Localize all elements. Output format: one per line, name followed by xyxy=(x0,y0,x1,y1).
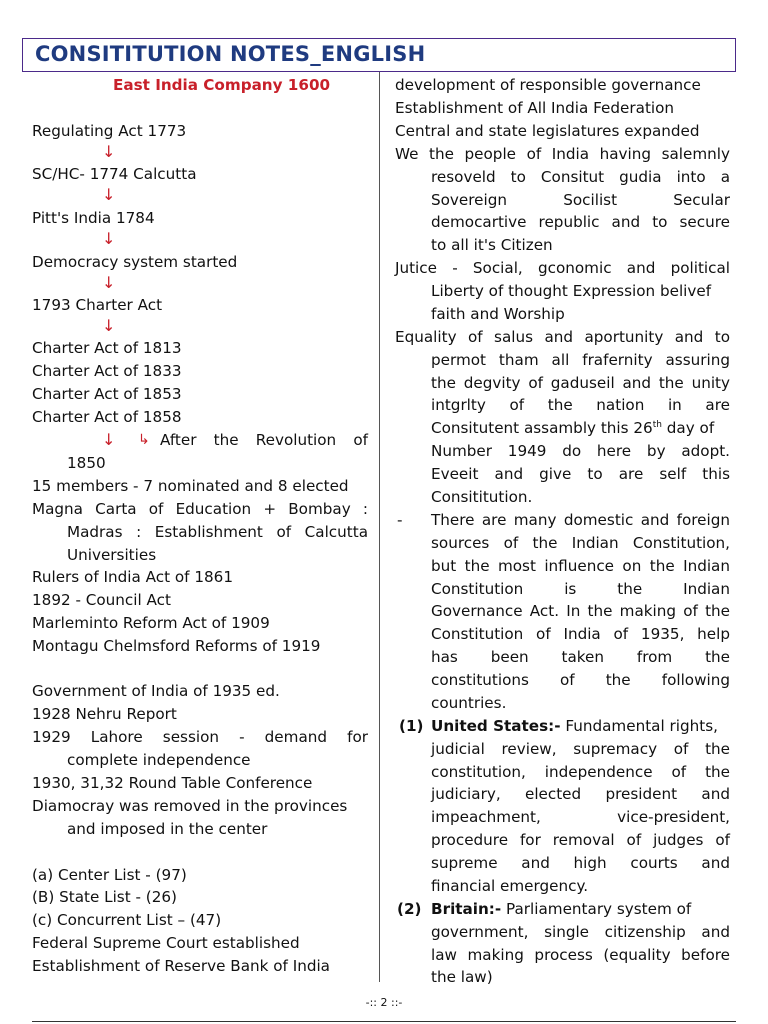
uk-first-text: Parliamentary system of xyxy=(501,900,692,918)
justice-line: Liberty of thought Expression belivef xyxy=(431,282,712,300)
revolution-line: After the Revolution of xyxy=(160,431,368,449)
list-item: (a) Center List - (97) xyxy=(32,866,187,884)
us-line: constitution, independence of the xyxy=(431,763,730,781)
sources-line: countries. xyxy=(431,694,507,712)
revolution-year: 1850 xyxy=(67,454,106,472)
page-title: CONSITITUTION NOTES_ENGLISH xyxy=(35,42,426,66)
act-item: Rulers of India Act of 1861 xyxy=(32,568,233,586)
us-line: judiciary, elected president and xyxy=(431,785,730,803)
down-arrow-icon: ↓ xyxy=(102,430,116,449)
sources-line: Constitution of India of 1935, help xyxy=(431,625,730,643)
flow-item: Regulating Act 1773 xyxy=(32,122,187,140)
return-arrow-icon: ↳ xyxy=(138,432,150,448)
magna-line: Magna Carta of Education + Bombay : xyxy=(32,500,368,518)
sources-line: Constitution is the Indian xyxy=(431,580,730,598)
equality-line: intgrlty of the nation in are xyxy=(431,396,730,414)
equality-line: Equality of salus and aportunity and to xyxy=(395,328,730,346)
assembly-text: Consitutent assambly this 26 xyxy=(431,419,653,437)
right-line: development of responsible governance xyxy=(395,76,701,94)
rtc-line: 1930, 31,32 Round Table Conference xyxy=(32,774,313,792)
down-arrow-icon: ↓ xyxy=(102,273,116,292)
equality-line xyxy=(431,417,714,440)
rbi-line: Establishment of Reserve Bank of India xyxy=(32,957,330,975)
bullet-dash: - xyxy=(397,511,403,529)
goi-1935-line: Government of India of 1935 ed. xyxy=(32,682,280,700)
uk-label: Britain:- xyxy=(431,900,502,918)
us-line: financial emergency. xyxy=(431,877,589,895)
charter-item: Charter Act of 1833 xyxy=(32,362,182,380)
flow-item: Democracy system started xyxy=(32,253,238,271)
down-arrow-icon: ↓ xyxy=(102,229,116,248)
us-label: United States:- xyxy=(431,717,561,735)
preamble-line: resoveld to Consitut gudia into a xyxy=(431,168,730,186)
item-number: (2) xyxy=(397,900,422,918)
title-box xyxy=(22,38,736,72)
assembly-text-end: day of xyxy=(661,419,715,437)
sources-line: sources of the Indian Constitution, xyxy=(431,534,730,552)
uk-line: law making process (equality before xyxy=(431,946,730,964)
item-number: (1) xyxy=(399,717,424,735)
us-line: procedure for removal of judges of xyxy=(431,831,730,849)
sources-line: constitutions of the following xyxy=(431,671,730,689)
us-line: supreme and high courts and xyxy=(431,854,730,872)
left-heading: East India Company 1600 xyxy=(113,76,331,94)
lahore-line: complete independence xyxy=(67,751,251,769)
flow-item: 1793 Charter Act xyxy=(32,296,163,314)
list-item: (c) Concurrent List – (47) xyxy=(32,911,222,929)
preamble-line: Sovereign Socilist Secular xyxy=(431,191,730,209)
preamble-line: to all it's Citizen xyxy=(431,236,553,254)
flow-item: Pitt's India 1784 xyxy=(32,209,155,227)
us-line: impeachment, vice-president, xyxy=(431,808,730,826)
act-item: Montagu Chelmsford Reforms of 1919 xyxy=(32,637,321,655)
magna-line: Universities xyxy=(67,546,157,564)
uk-line: the law) xyxy=(431,968,493,986)
members-line: 15 members - 7 nominated and 8 elected xyxy=(32,477,349,495)
justice-line: faith and Worship xyxy=(431,305,565,323)
column-divider xyxy=(379,72,380,982)
us-first-text: Fundamental rights, xyxy=(560,717,718,735)
charter-item: Charter Act of 1813 xyxy=(32,339,182,357)
sources-line: Governance Act. In the making of the xyxy=(431,602,730,620)
page-number: -:: 2 ::- xyxy=(365,996,403,1009)
equality-line: Eveeit and give to are self this xyxy=(431,465,730,483)
fed-court-line: Federal Supreme Court established xyxy=(32,934,300,952)
right-line: Establishment of All India Federation xyxy=(395,99,675,117)
act-item: Marleminto Reform Act of 1909 xyxy=(32,614,270,632)
ordinal-suffix: th xyxy=(652,419,662,430)
sources-line: There are many domestic and foreign xyxy=(431,511,730,529)
us-line: judicial review, supremacy of the xyxy=(431,740,730,758)
down-arrow-icon: ↓ xyxy=(102,185,116,204)
uk-first-line xyxy=(431,898,691,921)
down-arrow-icon: ↓ xyxy=(102,316,116,335)
sources-line: but the most influence on the Indian xyxy=(431,557,730,575)
sources-line: has been taken from the xyxy=(431,648,730,666)
list-item: (B) State List - (26) xyxy=(32,888,177,906)
us-first-line xyxy=(431,715,718,738)
equality-line: Consititution. xyxy=(431,488,533,506)
uk-line: government, single citizenship and xyxy=(431,923,730,941)
down-arrow-icon: ↓ xyxy=(102,142,116,161)
flow-item: SC/HC- 1774 Calcutta xyxy=(32,165,197,183)
justice-line: Jutice - Social, gconomic and political xyxy=(395,259,730,277)
charter-item: Charter Act of 1858 xyxy=(32,408,182,426)
diarchy-line: and imposed in the center xyxy=(67,820,268,838)
lahore-line: 1929 Lahore session - demand for xyxy=(32,728,368,746)
equality-line: the degvity of gaduseil and the unity xyxy=(431,374,730,392)
preamble-line: We the people of India having salemnly xyxy=(395,145,730,163)
magna-line: Madras : Establishment of Calcutta xyxy=(67,523,368,541)
charter-item: Charter Act of 1853 xyxy=(32,385,182,403)
right-line: Central and state legislatures expanded xyxy=(395,122,700,140)
equality-line: permot tham all frafernity assuring xyxy=(431,351,730,369)
diarchy-line: Diamocray was removed in the provinces xyxy=(32,797,348,815)
preamble-line: democartive republic and to secure xyxy=(431,213,730,231)
footer-rule xyxy=(32,1021,736,1022)
equality-line: Number 1949 do here by adopt. xyxy=(431,442,730,460)
nehru-line: 1928 Nehru Report xyxy=(32,705,177,723)
act-item: 1892 - Council Act xyxy=(32,591,171,609)
